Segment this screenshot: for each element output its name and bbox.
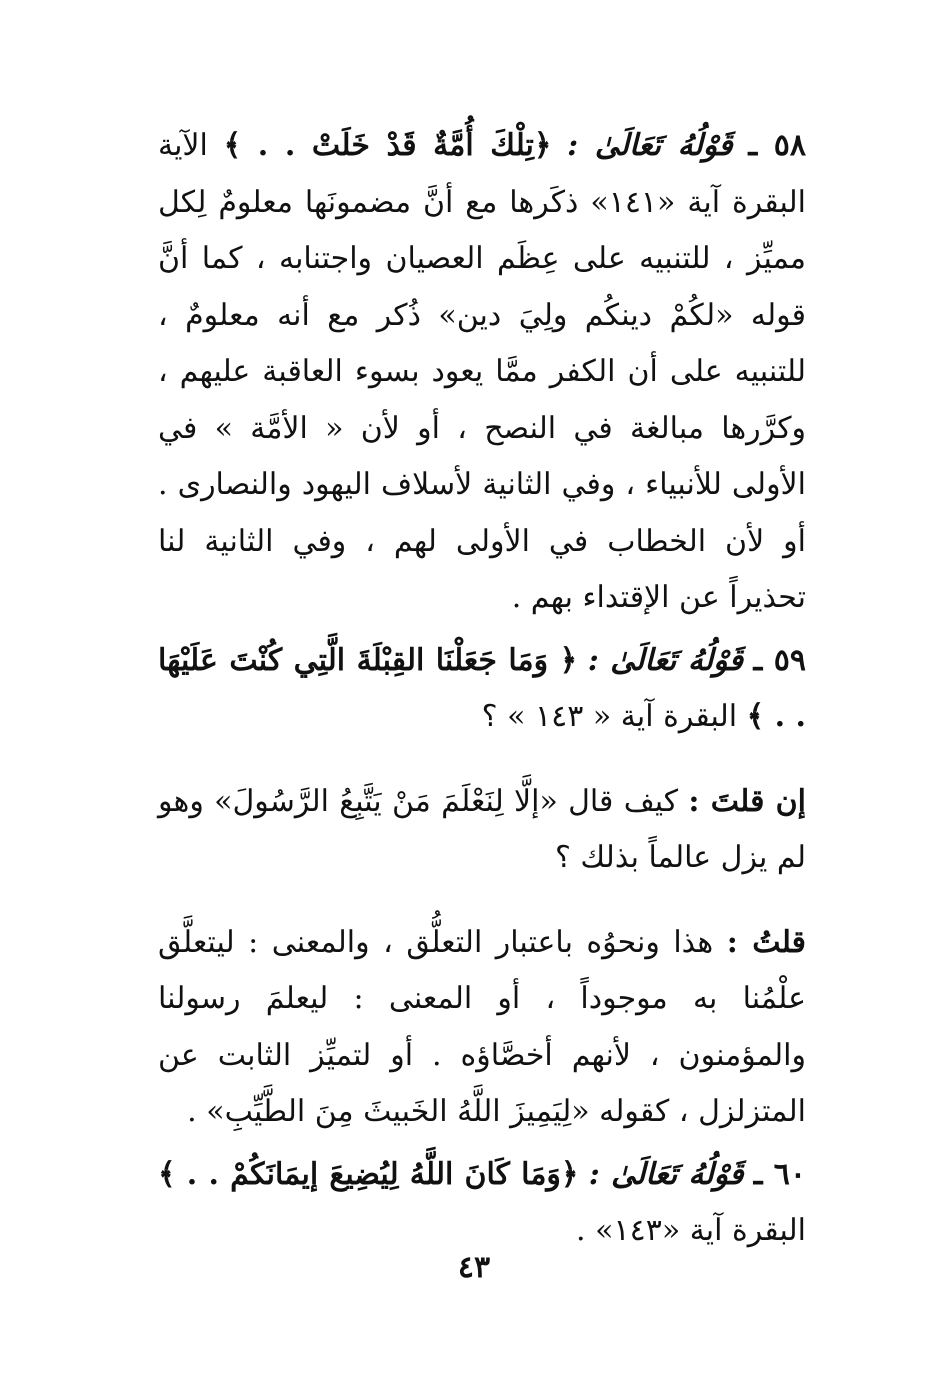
entry-60-number: ٦٠ ـ [753, 1156, 807, 1192]
entry-59 [158, 633, 806, 746]
page-body [158, 118, 806, 1260]
answer-lead: قلتُ : [726, 924, 807, 960]
entry-59-number: ٥٩ ـ [753, 642, 807, 678]
entry-58-qawl: قَوْلُهُ تَعَالَىٰ : [567, 128, 733, 163]
answer-paragraph [158, 915, 806, 1141]
entry-60-verse: ﴿وَمَا كَانَ اللَّهُ لِيُضِيعَ إيمَانَكُمْ . . ﴾ [158, 1156, 579, 1192]
entry-58 [158, 118, 806, 627]
entry-58-body: الآية البقرة آية «١٤١» ذكَرها مع أنَّ مضمونَها معلومٌ لِكل مميِّز ، للتنبيه على عِظَم العصيان واجتنابه ، كما أنَّ قوله «لكُمْ دينكُم ولِيَ دين» ذُكر مع أنه معلومٌ ، للتنبيه على أن الكفر ممَّا يعود بسوء العاقبة عليهم ، وكرَّرها مبالغة في النصح ، أو لأن « الأمَّة » في الأولى للأنبياء ، وفي الثانية لأسلاف اليهود والنصارى . أو لأن الخطاب في الأولى لهم ، وفي الثانية لنا تحذيراً عن الإقتداء بهم . [158, 128, 806, 615]
answer-body: هذا ونحوُه باعتبار التعلُّق ، والمعنى : ليتعلَّق علْمُنا به موجوداً ، أو المعنى : ليعلمَ رسولنا والمؤمنون ، لأنهم أخصَّاؤه . أو لتميِّز الثابت عن المتزلزل ، كقوله «لِيَمِيزَ اللَّهُ الخَبيثَ مِنَ الطَّيِّبِ» . [158, 924, 806, 1129]
entry-58-number: ٥٨ ـ [748, 128, 806, 163]
entry-60 [158, 1147, 806, 1260]
question-lead: إن قلتَ : [688, 783, 806, 819]
question-paragraph [158, 774, 806, 887]
entry-58-verse: ﴿تِلْكَ أُمَّةٌ قَدْ خَلَتْ . . ﴾ [223, 128, 552, 163]
question-body: كيف قال «إلَّا لِنَعْلَمَ مَنْ يَتَّبِعُ الرَّسُولَ» وهو لم يزل عالماً بذلك ؟ [158, 783, 806, 875]
page-number: ٤٣ [457, 1250, 491, 1285]
entry-59-verse: ﴿ وَمَا جَعَلْنَا القِبْلَةَ الَّتِي كُنْتَ عَلَيْهَا . . ﴾ [158, 642, 806, 734]
entry-59-qawl: قَوْلُهُ تَعَالَىٰ : [587, 642, 743, 678]
entry-60-qawl: قَوْلُهُ تَعَالَىٰ : [588, 1156, 744, 1192]
entry-59-ref: البقرة آية « ١٤٣ » ؟ [481, 699, 738, 734]
entry-60-ref: البقرة آية «١٤٣» . [576, 1213, 806, 1248]
